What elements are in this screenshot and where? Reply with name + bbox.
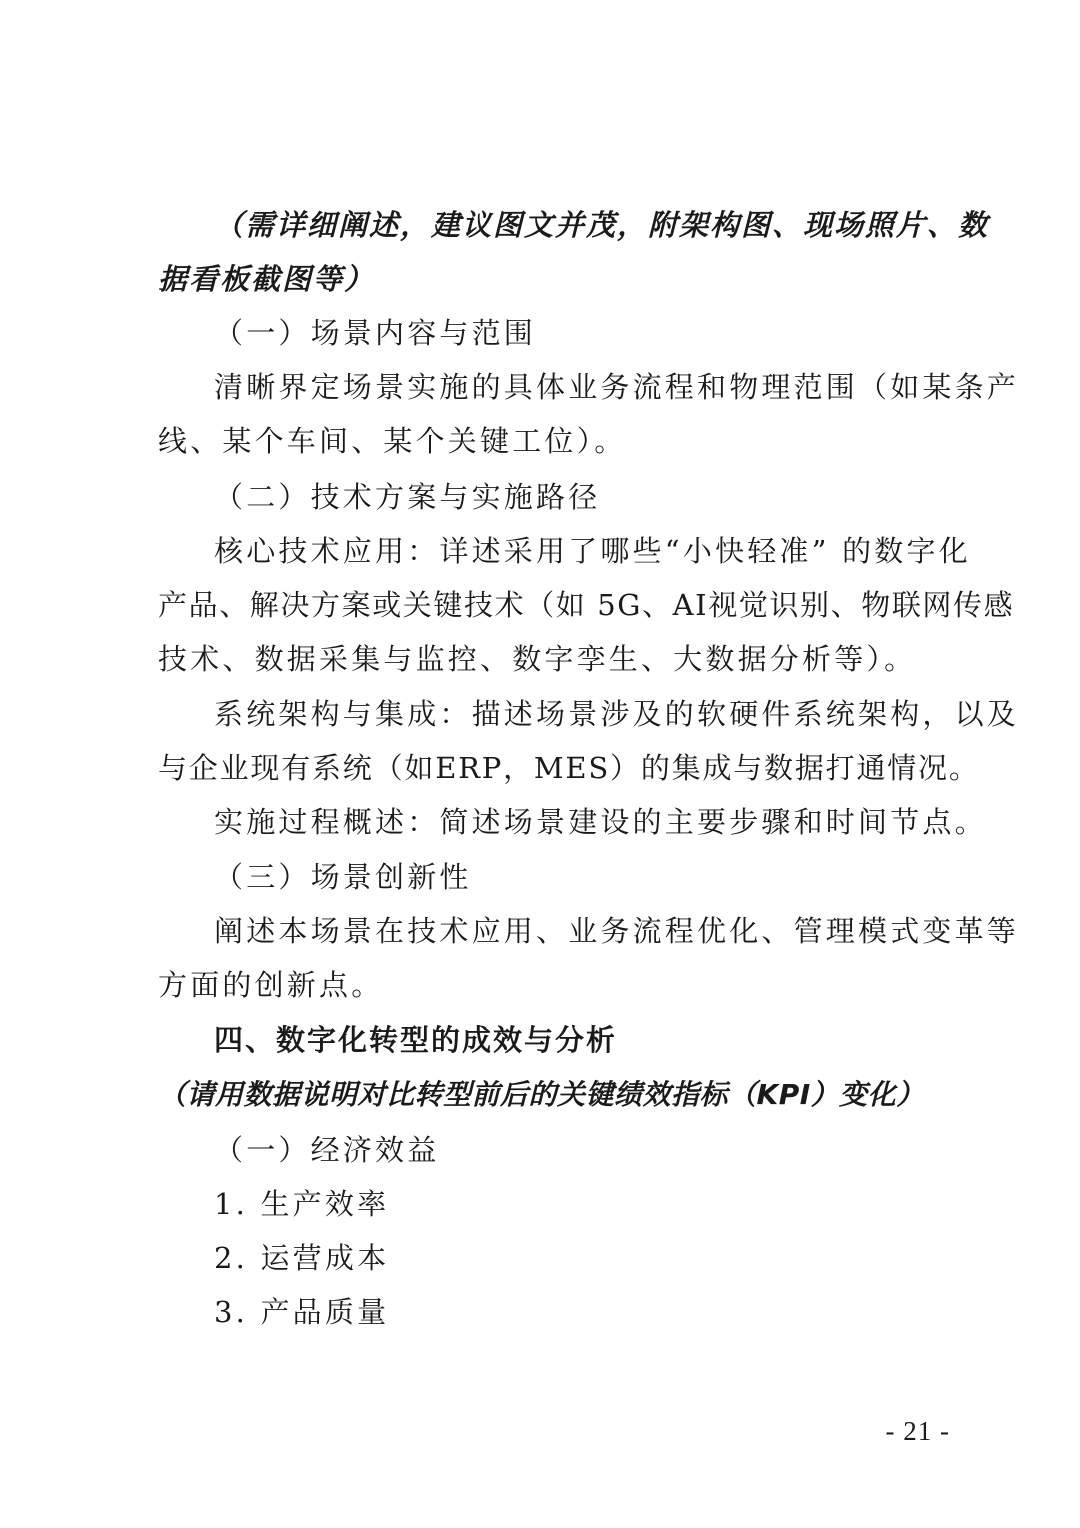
page-number: - 21 - — [885, 1416, 950, 1446]
list-item-product-quality: 3. 产品质量 — [214, 1295, 390, 1329]
subheading-innovation: （三）场景创新性 — [214, 860, 472, 894]
subheading-scene-content: （一）场景内容与范围 — [214, 316, 537, 350]
section-note-kpi: （请用数据说明对比转型前后的关键绩效指标（KPI）变化） — [158, 1078, 925, 1111]
section-note-line-2: 据看板截图等） — [158, 262, 376, 296]
paragraph-core-tech-line-2: 产品、解决方案或关键技术（如 5G、AI视觉识别、物联网传感 — [158, 588, 1015, 622]
paragraph-scope-line-1: 清晰界定场景实施的具体业务流程和物理范围（如某条产 — [214, 370, 1020, 404]
subheading-economic-benefits: （一）经济效益 — [214, 1133, 440, 1167]
paragraph-innovation-line-2: 方面的创新点。 — [158, 968, 384, 1002]
section-note-line-1: （需详细阐述，建议图文并茂，附架构图、现场照片、数 — [214, 208, 990, 242]
section-heading-results: 四、数字化转型的成效与分析 — [214, 1023, 618, 1057]
paragraph-process-line-1: 实施过程概述：简述场景建设的主要步骤和时间节点。 — [214, 805, 987, 839]
list-item-operating-cost: 2. 运营成本 — [214, 1241, 390, 1275]
paragraph-core-tech-line-3: 技术、数据采集与监控、数字孪生、大数据分析等）。 — [158, 642, 917, 676]
paragraph-architecture-line-1: 系统架构与集成：描述场景涉及的软硬件系统架构，以及 — [214, 697, 1020, 731]
list-item-production-efficiency: 1. 生产效率 — [214, 1187, 390, 1221]
paragraph-innovation-line-1: 阐述本场景在技术应用、业务流程优化、管理模式变革等 — [214, 914, 1020, 948]
paragraph-core-tech-line-1: 核心技术应用：详述采用了哪些“小快轻准” 的数字化 — [214, 534, 971, 568]
paragraph-architecture-line-2: 与企业现有系统（如ERP，MES）的集成与数据打通情况。 — [158, 751, 980, 785]
subheading-tech-solution: （二）技术方案与实施路径 — [214, 480, 601, 514]
paragraph-scope-line-2: 线、某个车间、某个关键工位）。 — [158, 424, 627, 458]
